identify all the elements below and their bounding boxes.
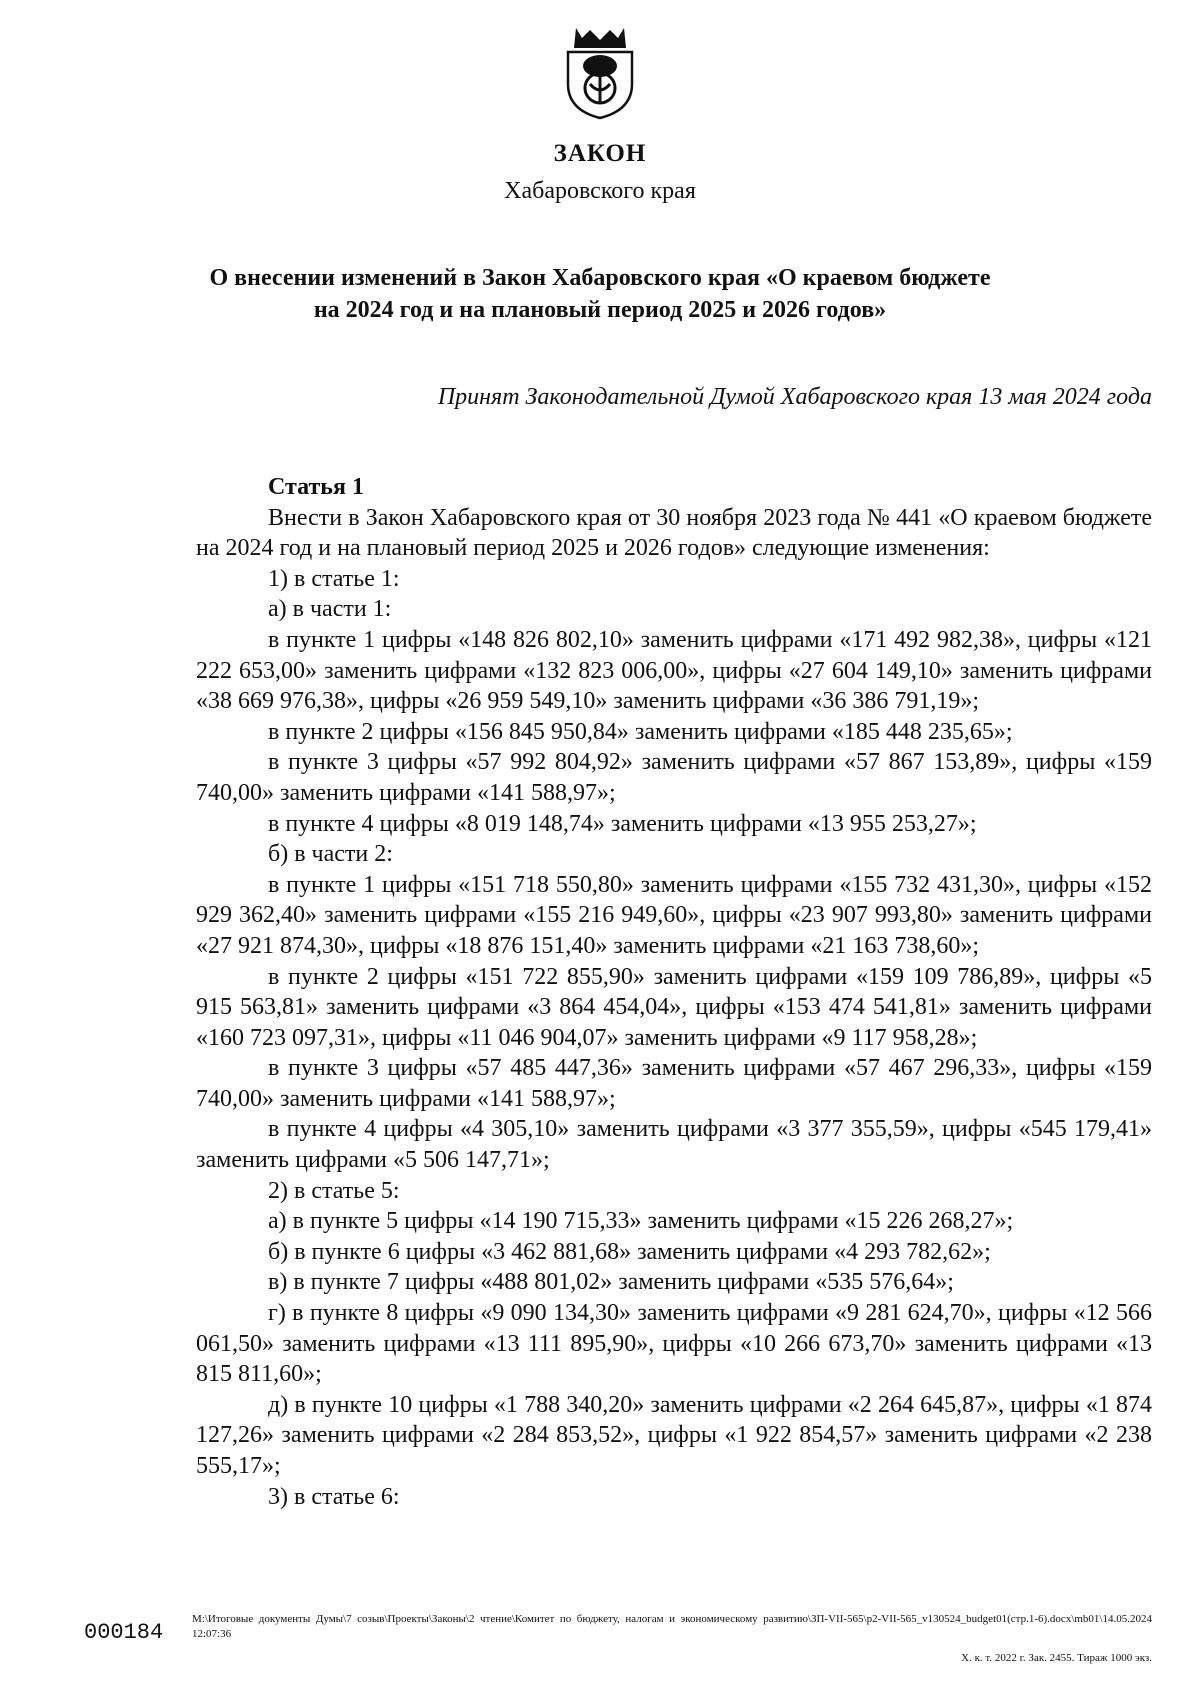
article-paragraph: в пункте 2 цифры «151 722 855,90» заменить цифрами «159 109 786,89», цифры «5 915 563,81» заменить цифрами «3 864 454,04», цифры «153 474 541,81» заменить цифрами «160 723 097,31», цифры «11 046 904,07» заменить цифрами «9 117 958,28»; (196, 963, 1152, 1051)
article-paragraph: г) в пункте 8 цифры «9 090 134,30» заменить цифрами «9 281 624,70», цифры «12 566 061,50» заменить цифрами «13 111 895,90», цифры «10 266 673,70» заменить цифрами «13 815 811,60»; (196, 1300, 1152, 1388)
article-paragraph: в пункте 4 цифры «8 019 148,74» заменить цифрами «13 955 253,27»; (268, 810, 977, 837)
article-paragraph: 2) в статье 5: (268, 1177, 400, 1204)
law-title-line-1: О внесении изменений в Закон Хабаровского края «О краевом бюджете (209, 265, 991, 291)
article-paragraph: а) в пункте 5 цифры «14 190 715,33» заменить цифрами «15 226 268,27»; (268, 1208, 1014, 1235)
article-paragraph: б) в части 2: (268, 841, 393, 868)
article-paragraph: а) в части 1: (268, 596, 392, 623)
document-number: 000184 (84, 1620, 164, 1645)
law-title (0, 262, 1200, 326)
document-type: ЗАКОН (553, 140, 647, 167)
article-paragraph: б) в пункте 6 цифры «3 462 881,68» заменить цифрами «4 293 782,62»; (268, 1238, 991, 1265)
article-paragraph: 1) в статье 1: (268, 565, 400, 592)
article-paragraph: в пункте 4 цифры «4 305,10» заменить цифрами «3 377 355,59», цифры «545 179,41» заменить цифрами «5 506 147,71»; (196, 1116, 1152, 1174)
adoption-note: Принят Законодательной Думой Хабаровского края 13 мая 2024 года (437, 384, 1152, 410)
print-info: Х. к. т. 2022 г. Зак. 2455. Тираж 1000 экз. (961, 1652, 1152, 1664)
article-paragraph: в пункте 1 цифры «151 718 550,80» заменить цифрами «155 732 431,30», цифры «152 929 362,40» заменить цифрами «155 216 949,60», цифры «23 907 993,80» заменить цифрами «27 921 874,30», цифры «18 876 151,40» заменить цифрами «21 163 738,60»; (196, 871, 1152, 959)
region-name: Хабаровского края (504, 178, 696, 204)
article-paragraphs (196, 503, 1152, 1513)
article-body (196, 472, 1152, 1512)
law-title-line-2: на 2024 год и на плановый период 2025 и 2026 годов» (313, 297, 887, 323)
article-title: Статья 1 (268, 474, 364, 500)
article-paragraph: в) в пункте 7 цифры «488 801,02» заменить цифрами «535 576,64»; (268, 1269, 954, 1296)
article-paragraph: в пункте 3 цифры «57 485 447,36» заменить цифрами «57 467 296,33», цифры «159 740,00» заменить цифрами «141 588,97»; (196, 1055, 1152, 1112)
article-paragraph: 3) в статье 6: (268, 1483, 400, 1510)
article-paragraph: д) в пункте 10 цифры «1 788 340,20» заменить цифрами «2 264 645,87», цифры «1 874 127,26» заменить цифрами «2 284 853,52», цифры «1 922 854,57» заменить цифрами «2 238 555,17»; (196, 1391, 1152, 1479)
file-path: M:\Итоговые документы Думы\7 созыв\Проекты\Законы\2 чтение\Комитет по бюджету, налогам и экономическому развитию\ЗП-VII-565\р2-VII-565_v130524_budget01(стр.1-6).docx\mb01\14.05.2024 12:07:36 (192, 1613, 1152, 1640)
article-paragraph: в пункте 2 цифры «156 845 950,84» заменить цифрами «185 448 235,65»; (268, 718, 1013, 745)
article-paragraph: в пункте 1 цифры «148 826 802,10» заменить цифрами «171 492 982,38», цифры «121 222 653,00» заменить цифрами «132 823 006,00», цифры «27 604 149,10» заменить цифрами «38 669 976,38», цифры «26 959 549,10» заменить цифрами «36 386 791,19»; (196, 626, 1152, 715)
article-paragraph: Внести в Закон Хабаровского края от 30 ноября 2023 года № 441 «О краевом бюджете на 2024 год и на плановый период 2025 и 2026 годов» следующие изменения: (196, 504, 1152, 562)
coat-of-arms-icon (560, 22, 640, 120)
article-paragraph: в пункте 3 цифры «57 992 804,92» заменить цифрами «57 867 153,89», цифры «159 740,00» заменить цифрами «141 588,97»; (196, 749, 1152, 806)
